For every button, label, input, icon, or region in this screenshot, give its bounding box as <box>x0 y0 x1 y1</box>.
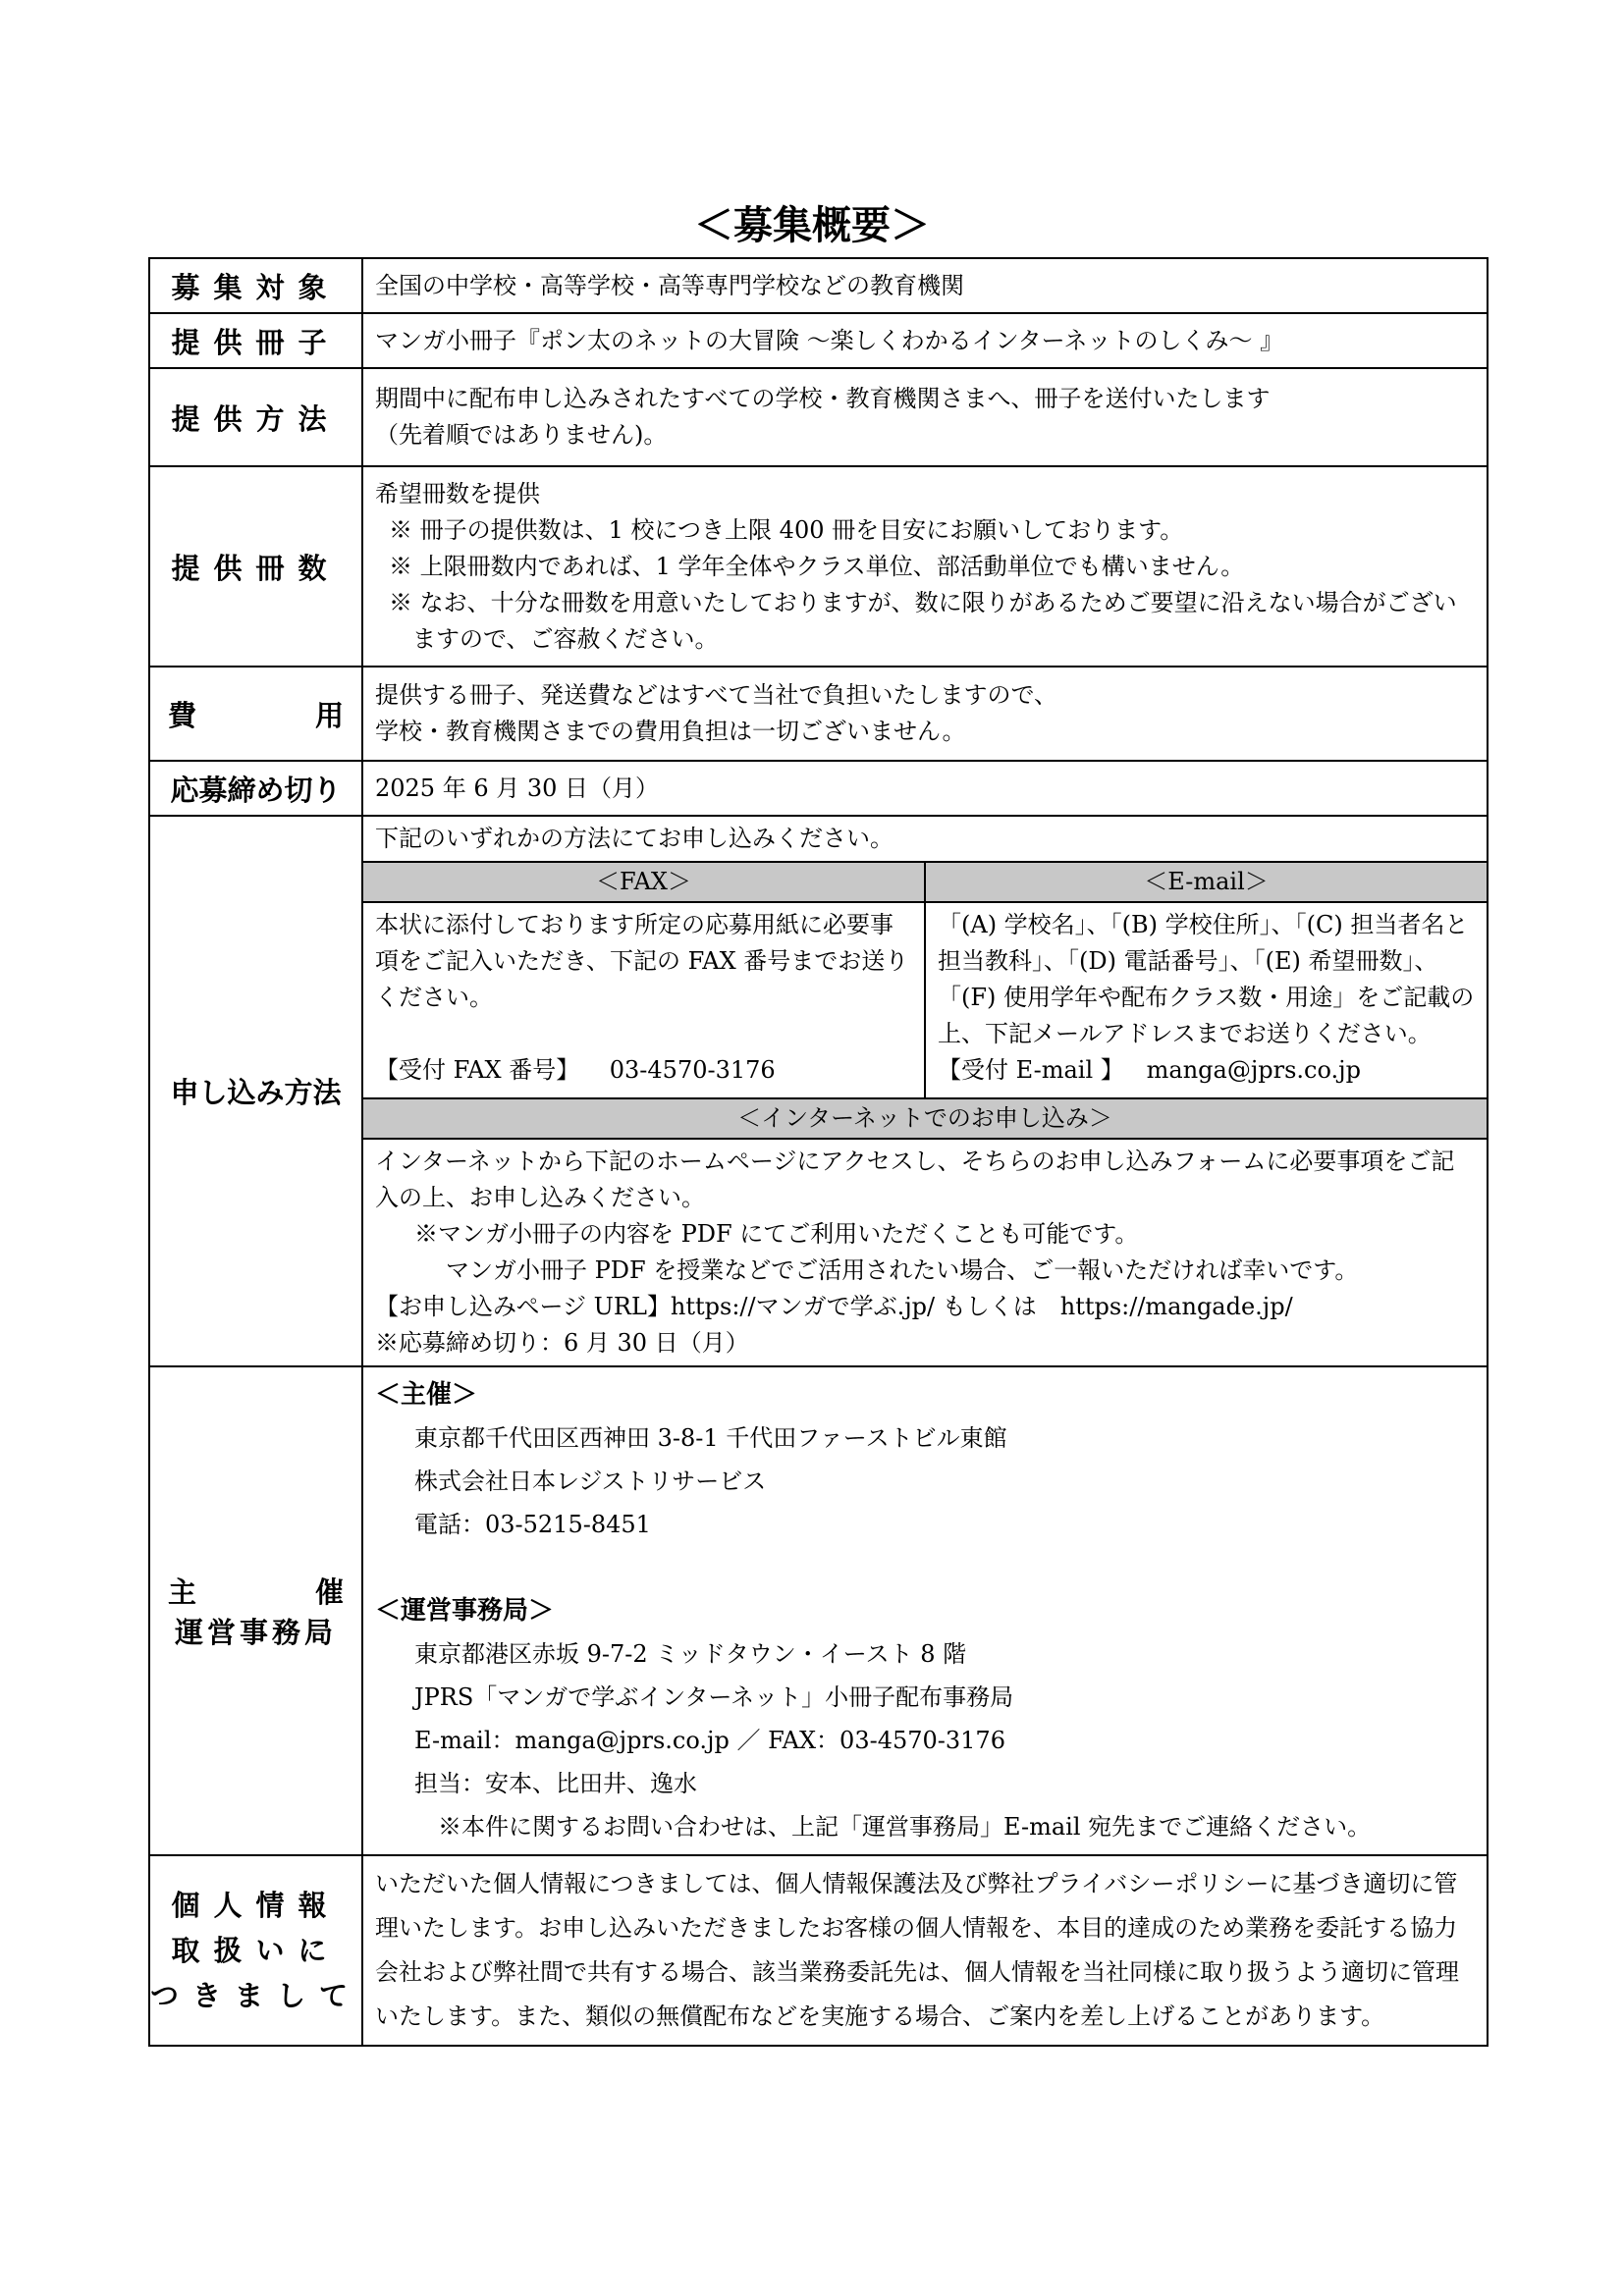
internet-section <box>363 1139 1487 1365</box>
label-apply: 申し込み方法 <box>149 816 362 1366</box>
label-booklet: 提供冊子 <box>149 313 362 368</box>
internet-header: ＜インターネットでのお申し込み＞ <box>363 1098 1487 1139</box>
booklet-text: マンガ小冊子『ポン太のネットの大冒険 ～楽しくわかるインターネットのしくみ～ 』 <box>362 313 1488 368</box>
count-note: ※ 上限冊数内であれば、1 学年全体やクラス単位、部活動単位でも構いません。 <box>389 552 1245 580</box>
row-method <box>149 368 1488 466</box>
fax-header: ＜FAX＞ <box>363 862 925 902</box>
internet-url-line: 【お申し込みページ URL】https://マンガで学ぶ.jp/ もしくは https://mangade.jp/ <box>375 1293 1293 1320</box>
label-target: 募集対象 <box>149 258 362 313</box>
office-note: ※本件に関するお問い合わせは、上記「運営事務局」E-mail 宛先までご連絡ください。 <box>438 1813 1372 1841</box>
internet-body: インターネットから下記のホームページにアクセスし、そちらのお申し込みフォームに必要事項をご記入の上、お申し込みください。 <box>375 1148 1455 1211</box>
internet-note: マンガ小冊子 PDF を授業などでご活用されたい場合、ご一報いただければ幸いです。 <box>446 1256 1359 1284</box>
row-apply <box>149 816 1488 1366</box>
row-deadline <box>149 761 1488 816</box>
label-privacy: 個人情報 取扱いに つきまして <box>149 1855 362 2046</box>
privacy-text: いただいた個人情報につきましては、個人情報保護法及び弊社プライバシーポリシーに基づき適切に管理いたします。お申し込みいただきましたお客様の個人情報を、本目的達成のため業務を委託する協力会社および弊社間で共有する場合、該当業務委託先は、個人情報を当社同様に取り扱うよう適切に管理いたします。また、類似の無償配布などを実施する場合、ご案内を差し上げることがあります。 <box>362 1855 1488 2046</box>
label-cost: 費 用 <box>149 667 362 761</box>
count-text: 希望冊数を提供 ※ 冊子の提供数は、1 校につき上限 400 冊を目安にお願いしております。 ※ 上限冊数内であれば、1 学年全体やクラス単位、部活動単位でも構いません。 ※ なお、十分な冊数を用意いたしておりますが、数に限りがあるためご要望に沿えない場合がございますので、ご容赦ください。 <box>362 466 1488 667</box>
email-header: ＜E-mail＞ <box>925 862 1487 902</box>
host-heading: ＜主催＞ <box>375 1380 478 1410</box>
row-booklet <box>149 313 1488 368</box>
internet-deadline-note: ※応募締め切り：6 月 30 日（月） <box>375 1329 749 1357</box>
deadline-text: 2025 年 6 月 30 日（月） <box>362 761 1488 816</box>
row-cost <box>149 667 1488 761</box>
fax-section <box>363 902 925 1098</box>
fax-number-line: 【受付 FAX 番号】 03-4570-3176 <box>375 1056 776 1084</box>
internet-note: ※マンガ小冊子の内容を PDF にてご利用いただくことも可能です。 <box>414 1220 1139 1248</box>
fax-body: 本状に添付しております所定の応募用紙に必要事項をご記入いただき、下記の FAX 番号までお送りください。 <box>375 911 909 1011</box>
email-body: 「(A) 学校名」、「(B) 学校住所」、「(C) 担当者名と担当教科」、「(D) 電話番号」、「(E) 希望冊数」、「(F) 使用学年や配布クラス数・用途」をご記載の上、下記メールアドレスまでお送りください。 <box>938 911 1475 1047</box>
count-note: ※ なお、十分な冊数を用意いたしておりますが、数に限りがあるためご要望に沿えない場合がございますので、ご容赦ください。 <box>389 588 1457 653</box>
recruitment-table <box>148 257 1489 2047</box>
label-organizer: 主 催 運営事務局 <box>149 1366 362 1855</box>
row-organizer <box>149 1366 1488 1855</box>
method-text: 期間中に配布申し込みされたすべての学校・教育機関さまへ、冊子を送付いたします （先着順ではありません)。 <box>362 368 1488 466</box>
target-text: 全国の中学校・高等学校・高等専門学校などの教育機関 <box>362 258 1488 313</box>
email-address: manga@jprs.co.jp <box>1146 1056 1361 1084</box>
count-note: ※ 冊子の提供数は、1 校につき上限 400 冊を目安にお願いしております。 <box>389 515 1184 544</box>
apply-inner-table <box>363 817 1487 1365</box>
label-count: 提供冊数 <box>149 466 362 667</box>
row-privacy <box>149 1855 1488 2046</box>
row-count <box>149 466 1488 667</box>
office-heading: ＜運営事務局＞ <box>375 1596 555 1626</box>
email-address-line: 【受付 E-mail 】 manga@jprs.co.jp <box>938 1056 1361 1084</box>
apply-content <box>362 816 1488 1366</box>
cost-text: 提供する冊子、発送費などはすべて当社で負担いたしますので、 学校・教育機関さまでの費用負担は一切ございません。 <box>362 667 1488 761</box>
email-section <box>925 902 1487 1098</box>
page-title: ＜募集概要＞ <box>694 203 930 248</box>
label-deadline: 応募締め切り <box>149 761 362 816</box>
fax-number: 03-4570-3176 <box>609 1056 776 1084</box>
row-target <box>149 258 1488 313</box>
label-method: 提供方法 <box>149 368 362 466</box>
organizer-text: ＜主催＞ 東京都千代田区西神田 3-8-1 千代田ファーストビル東館 株式会社日本レジストリサービス 電話：03-5215-8451 ＜運営事務局＞ 東京都港区赤坂 9-7-2 ミッドタウン・イースト 8 階 JPRS「マンガで学ぶインターネット」小冊子配布事務局 E-mail：manga@jprs.co.jp ／ FAX：03-4570-3176 担当：安本、比田井、逸水 ※本件に関するお問い合わせは、上記「運営事務局」E-mail 宛先までご連絡ください。 <box>362 1366 1488 1855</box>
apply-intro: 下記のいずれかの方法にてお申し込みください。 <box>375 825 893 852</box>
